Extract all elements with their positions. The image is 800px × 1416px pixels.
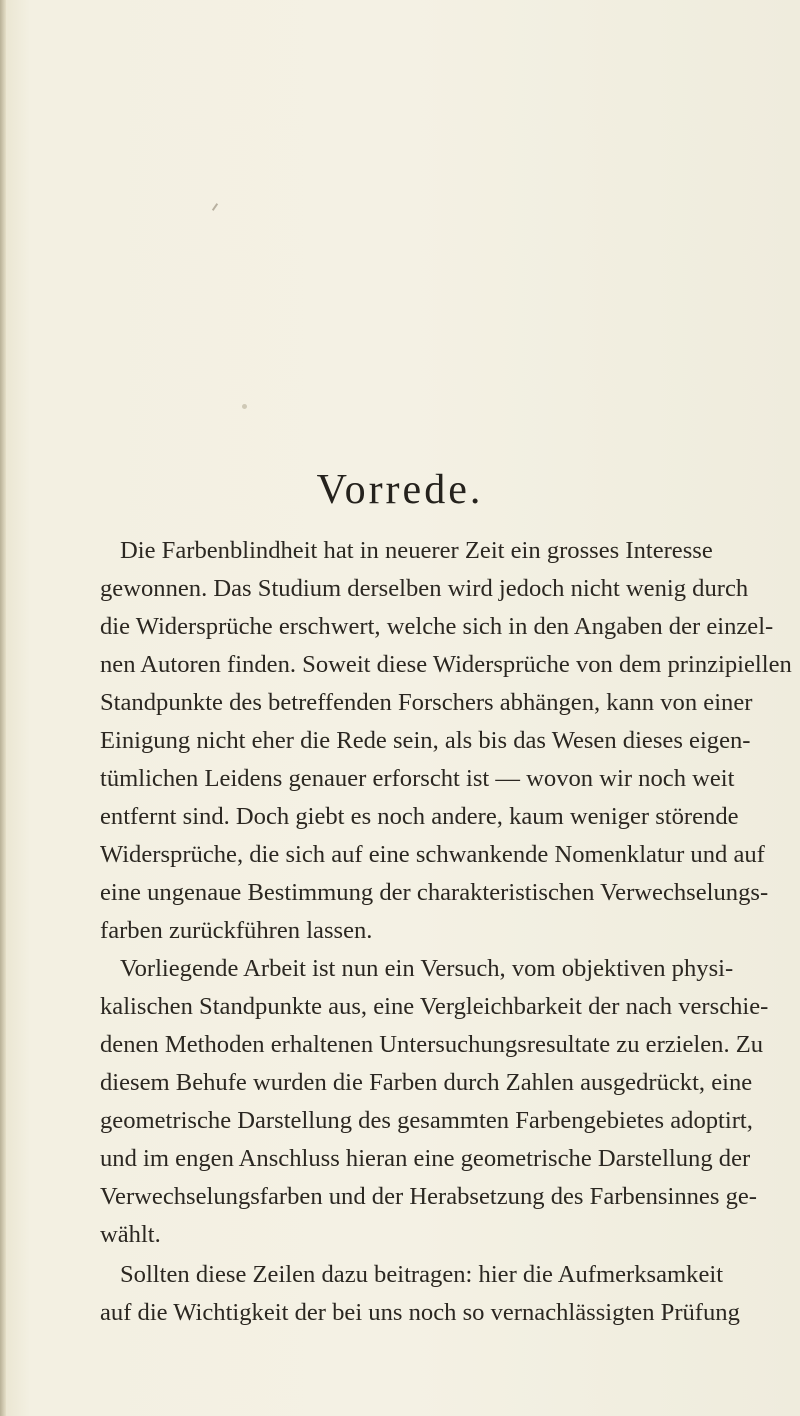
- text-line: kalischen Standpunkte aus, eine Vergleichbarkeit der nach verschie-: [100, 993, 769, 1020]
- pencil-mark: [212, 203, 218, 211]
- text-line: Die Farbenblindheit hat in neuerer Zeit ein grosses Interesse: [120, 537, 713, 564]
- paper-spot: [242, 404, 247, 409]
- text-line: denen Methoden erhaltenen Untersuchungsresultate zu erzielen. Zu: [100, 1031, 764, 1058]
- text-line: Standpunkte des betreffenden Forschers abhängen, kann von einer: [100, 689, 753, 716]
- text-line: gewonnen. Das Studium derselben wird jedoch nicht wenig durch: [100, 575, 749, 602]
- text-line: und im engen Anschluss hieran eine geometrische Darstellung der: [100, 1145, 751, 1172]
- text-line: diesem Behufe wurden die Farben durch Zahlen ausgedrückt, eine: [100, 1069, 753, 1096]
- text-line: Widersprüche, die sich auf eine schwankende Nomenklatur und auf: [100, 841, 765, 868]
- page-title: Vorrede.: [316, 467, 484, 513]
- text-line: Sollten diese Zeilen dazu beitragen: hier die Aufmerksamkeit: [120, 1261, 724, 1288]
- text-line: eine ungenaue Bestimmung der charakteristischen Verwechselungs-: [100, 879, 769, 906]
- text-line: nen Autoren finden. Soweit diese Widersprüche von dem prinzipiellen: [100, 651, 792, 678]
- text-line: farben zurückführen lassen.: [100, 917, 373, 944]
- text-line: Vorliegende Arbeit ist nun ein Versuch, vom objektiven physi-: [120, 955, 734, 982]
- text-line: tümlichen Leidens genauer erforscht ist — wovon wir noch weit: [100, 765, 735, 792]
- text-line: die Widersprüche erschwert, welche sich in den Angaben der einzel-: [100, 613, 774, 640]
- text-line: entfernt sind. Doch giebt es noch andere, kaum weniger störende: [100, 803, 739, 830]
- page-left-edge: [0, 0, 6, 1416]
- text-line: Verwechselungsfarben und der Herabsetzung des Farbensinnes ge-: [100, 1183, 757, 1210]
- text-line: auf die Wichtigkeit der bei uns noch so vernachlässigten Prüfung: [100, 1299, 740, 1326]
- text-line: wählt.: [100, 1221, 161, 1248]
- text-line: geometrische Darstellung des gesammten Farbengebietes adoptirt,: [100, 1107, 753, 1134]
- text-line: Einigung nicht eher die Rede sein, als bis das Wesen dieses eigen-: [100, 727, 751, 754]
